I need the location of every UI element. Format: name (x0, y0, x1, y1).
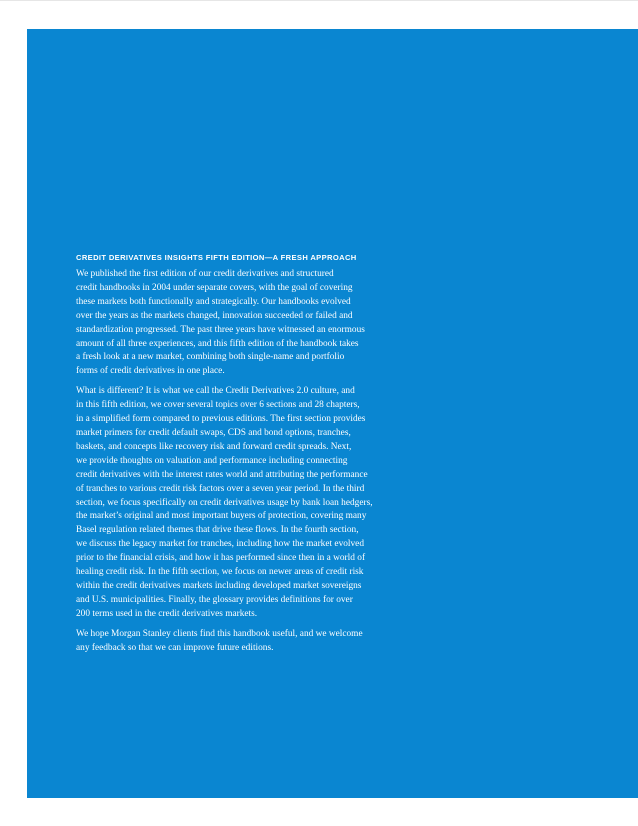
paragraph-line: 200 terms used in the credit derivatives markets. (76, 608, 258, 619)
paragraph-line: Basel regulation related themes that drive these flows. In the fourth section, (76, 525, 359, 536)
paragraph-line: of tranches to various credit risk factors over a seven year period. In the third (76, 483, 365, 494)
paragraph-line: section, we focus specifically on credit derivatives usage by bank loan hedgers, (76, 497, 373, 508)
paragraph-line: in this fifth edition, we cover several topics over 6 sections and 28 chapters, (76, 400, 360, 411)
section-heading: CREDIT DERIVATIVES INSIGHTS FIFTH EDITION—A FRESH APPROACH (76, 253, 357, 262)
text-block (76, 252, 421, 661)
paragraph-line: we discuss the legacy market for tranches, including how the market evolved (76, 539, 365, 550)
paragraph-line: any feedback so that we can improve future editions. (76, 642, 274, 653)
paragraph-line: We published the first edition of our credit derivatives and structured (76, 269, 334, 279)
paragraph-line: credit derivatives with the interest rates world and attributing the performance (76, 469, 368, 480)
paragraph-line: credit handbooks in 2004 under separate covers, with the goal of covering (76, 282, 353, 293)
paragraph-line: over the years as the markets changed, innovation succeeded or failed and (76, 310, 353, 321)
paragraph-line: these markets both functionally and strategically. Our handbooks evolved (76, 296, 351, 307)
paragraph-line: standardization progressed. The past three years have witnessed an enormous (76, 324, 365, 335)
paragraph-line: What is different? It is what we call the Credit Derivatives 2.0 culture, and (76, 386, 355, 397)
paragraph-3 (76, 628, 421, 656)
paragraph-2 (76, 385, 421, 621)
paragraph-line: in a simplified form compared to previous editions. The first section provides (76, 414, 366, 425)
paragraph-line: we provide thoughts on valuation and performance including connecting (76, 455, 348, 466)
paragraph-1 (76, 268, 421, 379)
page-top-edge (0, 0, 638, 1)
paragraph-line: the market’s original and most important buyers of protection, covering many (76, 511, 367, 522)
paragraph-line: healing credit risk. In the fifth section, we focus on newer areas of credit risk (76, 567, 364, 578)
paragraph-line: and U.S. municipalities. Finally, the glossary provides definitions for over (76, 594, 353, 605)
paragraph-line: a fresh look at a new market, combining both single-name and portfolio (76, 352, 345, 363)
paragraph-line: We hope Morgan Stanley clients find this handbook useful, and we welcome (76, 628, 363, 639)
paragraph-line: within the credit derivatives markets including developed market sovereigns (76, 580, 362, 591)
paragraph-line: baskets, and concepts like recovery risk and forward credit spreads. Next, (76, 441, 352, 452)
paragraph-line: forms of credit derivatives in one place. (76, 366, 225, 377)
paragraph-line: market primers for credit default swaps, CDS and bond options, tranches, (76, 427, 351, 438)
paragraph-line: prior to the financial crisis, and how it has performed since then in a world of (76, 553, 366, 564)
paragraph-line: amount of all three experiences, and this fifth edition of the handbook takes (76, 338, 359, 349)
